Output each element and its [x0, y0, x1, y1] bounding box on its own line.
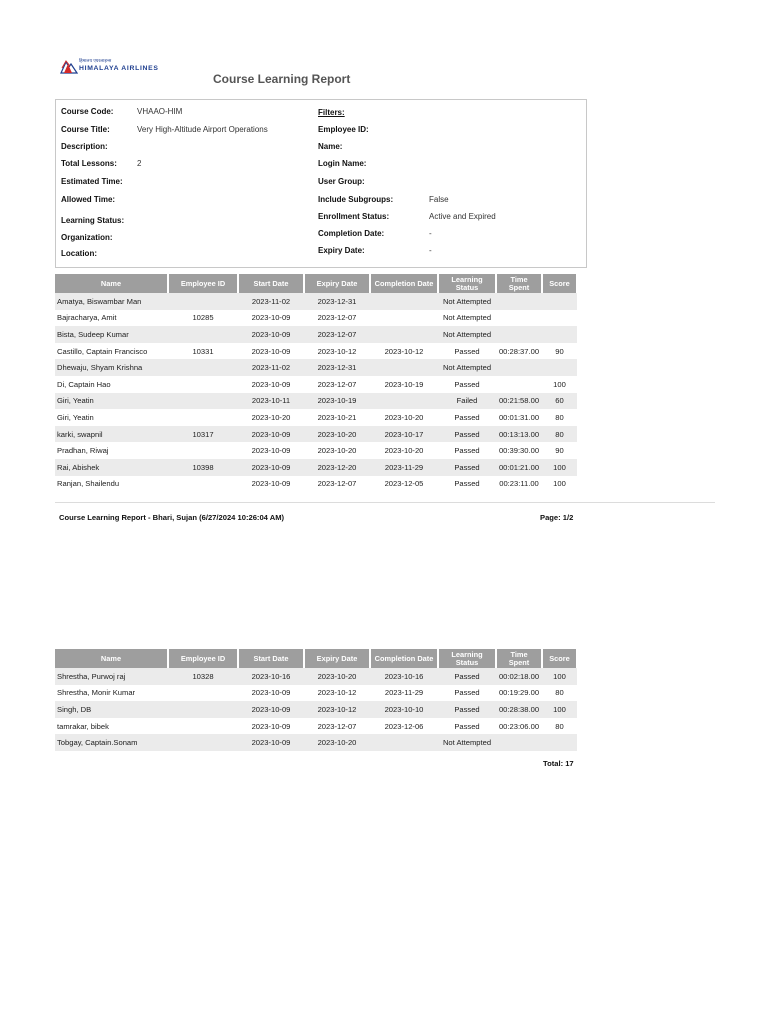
total-lessons-label: Total Lessons: — [61, 159, 117, 168]
table-row — [55, 326, 577, 343]
table-row — [55, 409, 577, 426]
cell-name: Singh, DB — [55, 701, 168, 718]
cell-expiry-date: 2023-10-21 — [317, 412, 357, 422]
cell-employee-id: 10331 — [192, 346, 214, 356]
user-group-filter-label: User Group: — [318, 177, 365, 186]
cell-name: Bista, Sudeep Kumar — [55, 326, 168, 343]
filters-label: Filters: — [318, 108, 345, 117]
cell-name: tamrakar, bibek — [57, 721, 109, 731]
cell-expiry-date: 2023-10-20 — [304, 426, 370, 443]
location-label: Location: — [61, 249, 97, 258]
cell-learning-status: Not Attempted — [438, 359, 496, 376]
cell-score: 100 — [553, 379, 566, 389]
cell-expiry-date: 2023-10-19 — [304, 393, 370, 410]
column-header-completion-date: Completion Date — [370, 274, 438, 293]
total-lessons-value: 2 — [137, 159, 142, 168]
cell-start-date: 2023-10-09 — [251, 313, 291, 323]
table-row — [55, 343, 577, 360]
column-header-expiry-date: Expiry Date — [304, 649, 370, 668]
cell-employee-id — [168, 359, 238, 376]
cell-start-date: 2023-10-09 — [238, 701, 304, 718]
cell-employee-id: 10328 — [168, 668, 238, 685]
cell-name: Castillo, Captain Francisco — [57, 346, 148, 356]
cell-employee-id: 10317 — [168, 426, 238, 443]
cell-start-date: 2023-10-09 — [251, 688, 291, 698]
cell-expiry-date: 2023-12-31 — [304, 293, 370, 310]
cell-start-date: 2023-11-02 — [238, 359, 304, 376]
cell-name: Giri, Yeatin — [57, 412, 94, 422]
cell-start-date: 2023-10-09 — [238, 326, 304, 343]
mountain-logo-icon — [60, 58, 78, 74]
cell-start-date: 2023-10-09 — [238, 734, 304, 751]
cell-employee-id — [168, 476, 238, 493]
cell-expiry-date: 2023-12-31 — [304, 359, 370, 376]
column-header-time-spent: Time Spent — [496, 649, 542, 668]
expiry-date-filter-label: Expiry Date: — [318, 246, 365, 255]
cell-time-spent: 00:28:37.00 — [498, 346, 540, 356]
cell-time-spent: 00:23:06.00 — [498, 721, 540, 731]
logo-native-text: हिमालय एयरलाइन्स — [79, 58, 112, 63]
cell-employee-id — [168, 326, 238, 343]
cell-start-date: 2023-11-02 — [238, 293, 304, 310]
cell-time-spent: 00:19:29.00 — [498, 688, 540, 698]
cell-learning-status: Passed — [454, 346, 480, 356]
cell-employee-id — [168, 442, 238, 459]
cell-expiry-date: 2023-12-07 — [304, 326, 370, 343]
cell-completion-date — [370, 310, 438, 327]
cell-score: 80 — [542, 426, 577, 443]
cell-employee-id — [168, 409, 238, 426]
cell-learning-status: Not Attempted — [438, 734, 496, 751]
table-row — [55, 376, 577, 393]
cell-time-spent — [496, 326, 542, 343]
cell-score: 100 — [542, 701, 577, 718]
cell-employee-id — [168, 701, 238, 718]
employee-id-filter-label: Employee ID: — [318, 125, 369, 134]
cell-expiry-date: 2023-12-20 — [304, 459, 370, 476]
cell-employee-id — [168, 376, 238, 393]
page-number: Page: 1/2 — [540, 513, 574, 522]
column-header-name: Name — [55, 649, 168, 668]
cell-start-date: 2023-10-09 — [251, 479, 291, 489]
table-row — [55, 293, 577, 310]
cell-time-spent: 00:28:38.00 — [496, 701, 542, 718]
cell-completion-date: 2023-10-20 — [384, 412, 424, 422]
column-header-learning-status: Learning Status — [438, 274, 496, 293]
cell-completion-date: 2023-10-17 — [370, 426, 438, 443]
cell-start-date: 2023-10-11 — [238, 393, 304, 410]
learning-status-label: Learning Status: — [61, 216, 125, 225]
cell-expiry-date: 2023-10-12 — [304, 701, 370, 718]
cell-employee-id — [168, 718, 238, 735]
course-info-panel — [55, 99, 587, 268]
report-title: Course Learning Report — [213, 72, 351, 86]
include-subgroups-value: False — [429, 195, 449, 204]
cell-name: Ranjan, Shailendu — [57, 479, 120, 489]
cell-learning-status: Passed — [454, 379, 480, 389]
column-header-time-spent: Time Spent — [496, 274, 542, 293]
cell-learning-status: Passed — [454, 721, 480, 731]
cell-time-spent — [496, 293, 542, 310]
cell-completion-date: 2023-10-20 — [384, 446, 424, 456]
column-header-completion-date: Completion Date — [370, 649, 438, 668]
cell-name: Pradhan, Riwaj — [57, 446, 109, 456]
cell-score: 80 — [555, 412, 564, 422]
cell-completion-date: 2023-11-29 — [384, 688, 424, 698]
table-row — [55, 393, 577, 410]
column-header-start-date: Start Date — [238, 274, 304, 293]
cell-learning-status: Passed — [454, 688, 480, 698]
column-header-expiry-date: Expiry Date — [304, 274, 370, 293]
name-filter-label: Name: — [318, 142, 343, 151]
cell-expiry-date: 2023-10-20 — [304, 668, 370, 685]
table-header-row — [55, 649, 577, 668]
cell-expiry-date: 2023-12-07 — [317, 721, 357, 731]
enrollment-status-value: Active and Expired — [429, 212, 496, 221]
cell-learning-status: Passed — [438, 426, 496, 443]
cell-completion-date: 2023-10-19 — [384, 379, 424, 389]
table-row — [55, 310, 577, 327]
table-row — [55, 426, 577, 443]
cell-employee-id: 10398 — [168, 459, 238, 476]
page-divider — [55, 502, 715, 503]
completion-date-filter-label: Completion Date: — [318, 229, 385, 238]
cell-completion-date — [370, 734, 438, 751]
cell-expiry-date: 2023-10-20 — [317, 446, 357, 456]
cell-start-date: 2023-10-09 — [251, 346, 291, 356]
cell-score: 80 — [555, 688, 564, 698]
cell-score: 80 — [555, 721, 564, 731]
report-footer: Course Learning Report - Bhari, Sujan (6/27/2024 10:26:04 AM) — [59, 513, 285, 522]
cell-time-spent — [496, 310, 542, 327]
table-row — [55, 718, 577, 735]
total-count: Total: 17 — [543, 759, 574, 768]
cell-name: Giri, Yeatin — [55, 393, 168, 410]
cell-name: Amatya, Biswambar Man — [55, 293, 168, 310]
cell-learning-status: Passed — [454, 412, 480, 422]
cell-learning-status: Passed — [454, 446, 480, 456]
cell-start-date: 2023-10-09 — [251, 379, 291, 389]
cell-learning-status: Passed — [438, 668, 496, 685]
cell-learning-status: Passed — [454, 479, 480, 489]
column-header-start-date: Start Date — [238, 649, 304, 668]
cell-score — [542, 734, 577, 751]
course-code-value: VHAAO-HIM — [137, 107, 183, 116]
table-row — [55, 701, 577, 718]
cell-time-spent: 00:13:13.00 — [496, 426, 542, 443]
include-subgroups-label: Include Subgroups: — [318, 195, 394, 204]
cell-expiry-date: 2023-12-07 — [317, 479, 357, 489]
cell-completion-date: 2023-11-29 — [370, 459, 438, 476]
cell-time-spent: 00:39:30.00 — [498, 446, 540, 456]
cell-time-spent — [496, 376, 542, 393]
course-code-label: Course Code: — [61, 107, 114, 116]
cell-learning-status: Not Attempted — [438, 326, 496, 343]
cell-score: 60 — [542, 393, 577, 410]
cell-employee-id — [168, 734, 238, 751]
completion-date-filter-value: - — [429, 229, 432, 238]
cell-employee-id — [168, 393, 238, 410]
cell-completion-date: 2023-12-06 — [384, 721, 424, 731]
table-row — [55, 685, 577, 702]
table-row — [55, 476, 577, 493]
cell-learning-status: Passed — [438, 459, 496, 476]
cell-start-date: 2023-10-16 — [238, 668, 304, 685]
cell-learning-status: Not Attempted — [438, 293, 496, 310]
cell-start-date: 2023-10-20 — [251, 412, 291, 422]
cell-start-date: 2023-10-09 — [251, 721, 291, 731]
cell-name: Dhewaju, Shyam Krishna — [55, 359, 168, 376]
cell-completion-date: 2023-10-16 — [370, 668, 438, 685]
table-row — [55, 734, 577, 751]
cell-time-spent — [496, 359, 542, 376]
cell-start-date: 2023-10-09 — [251, 446, 291, 456]
cell-score: 90 — [555, 446, 564, 456]
cell-name: Bajracharya, Amit — [57, 313, 117, 323]
column-header-learning-status: Learning Status — [438, 649, 496, 668]
course-title-label: Course Title: — [61, 125, 110, 134]
cell-learning-status: Not Attempted — [442, 313, 492, 323]
learning-report-table-page2 — [55, 649, 578, 751]
cell-employee-id — [168, 685, 238, 702]
table-row — [55, 668, 577, 685]
cell-score — [542, 326, 577, 343]
cell-learning-status: Passed — [438, 701, 496, 718]
cell-time-spent: 00:01:21.00 — [496, 459, 542, 476]
cell-name: Rai, Abishek — [55, 459, 168, 476]
cell-employee-id — [168, 293, 238, 310]
table-row — [55, 442, 577, 459]
cell-completion-date — [370, 326, 438, 343]
cell-expiry-date: 2023-12-07 — [317, 313, 357, 323]
cell-time-spent: 00:23:11.00 — [499, 479, 539, 489]
learning-report-table-page1 — [55, 274, 578, 492]
table-row — [55, 459, 577, 476]
cell-name: karki, swapnil — [55, 426, 168, 443]
cell-completion-date — [370, 393, 438, 410]
column-header-score: Score — [542, 274, 577, 293]
airline-logo — [60, 58, 160, 76]
cell-completion-date: 2023-12-05 — [384, 479, 424, 489]
column-header-name: Name — [55, 274, 168, 293]
cell-score: 90 — [555, 346, 564, 356]
cell-expiry-date: 2023-10-12 — [317, 346, 357, 356]
estimated-time-label: Estimated Time: — [61, 177, 123, 186]
allowed-time-label: Allowed Time: — [61, 195, 116, 204]
description-label: Description: — [61, 142, 108, 151]
cell-expiry-date: 2023-10-12 — [317, 688, 357, 698]
cell-completion-date — [370, 293, 438, 310]
column-header-employee-id: Employee ID — [168, 649, 238, 668]
cell-score: 100 — [542, 668, 577, 685]
cell-start-date: 2023-10-09 — [238, 426, 304, 443]
cell-expiry-date: 2023-12-07 — [317, 379, 357, 389]
column-header-employee-id: Employee ID — [168, 274, 238, 293]
cell-employee-id: 10285 — [192, 313, 214, 323]
table-row — [55, 359, 577, 376]
cell-score: 100 — [542, 459, 577, 476]
cell-name: Shrestha, Purwoj raj — [55, 668, 168, 685]
cell-time-spent: 00:02:18.00 — [496, 668, 542, 685]
logo-text: HIMALAYA AIRLINES — [79, 65, 159, 72]
cell-name: Tobgay, Captain.Sonam — [55, 734, 168, 751]
cell-name: Di, Captain Hao — [57, 379, 111, 389]
cell-time-spent: 00:21:58.00 — [496, 393, 542, 410]
course-title-value: Very High-Altitude Airport Operations — [137, 125, 268, 134]
cell-completion-date: 2023-10-12 — [384, 346, 424, 356]
cell-name: Shrestha, Monir Kumar — [57, 688, 136, 698]
cell-time-spent — [496, 734, 542, 751]
table-header-row — [55, 274, 577, 293]
cell-completion-date — [370, 359, 438, 376]
organization-label: Organization: — [61, 233, 113, 242]
column-header-score: Score — [542, 649, 577, 668]
cell-score — [542, 310, 577, 327]
cell-expiry-date: 2023-10-20 — [304, 734, 370, 751]
cell-time-spent: 00:01:31.00 — [498, 412, 540, 422]
cell-score — [542, 293, 577, 310]
cell-score: 100 — [553, 479, 566, 489]
enrollment-status-label: Enrollment Status: — [318, 212, 390, 221]
cell-learning-status: Failed — [438, 393, 496, 410]
expiry-date-filter-value: - — [429, 246, 432, 255]
cell-start-date: 2023-10-09 — [238, 459, 304, 476]
cell-completion-date: 2023-10-10 — [370, 701, 438, 718]
login-name-filter-label: Login Name: — [318, 159, 367, 168]
cell-score — [542, 359, 577, 376]
